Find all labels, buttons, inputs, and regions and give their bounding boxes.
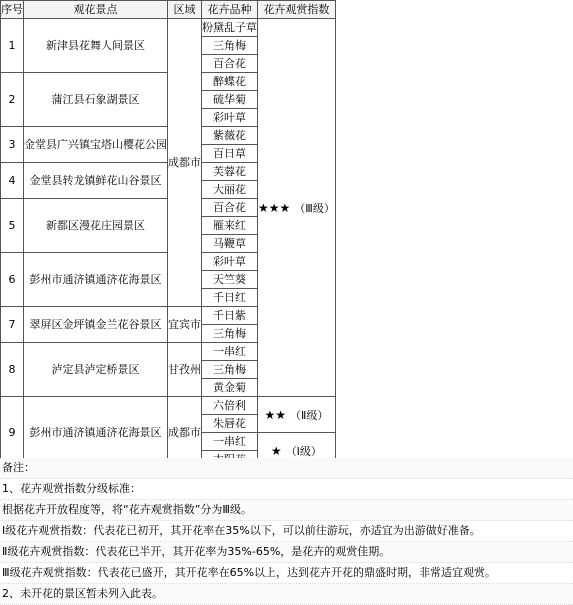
note-line: Ⅱ级花卉观赏指数：代表花已半开，其开花率为35%-65%，是花卉的观赏佳期。 [0,542,573,563]
variety-cell: 千日红 [202,289,258,307]
variety-cell: 一串红 [202,433,258,451]
note-title: 备注： [0,458,573,479]
rating-label: （Ⅰ级） [285,444,322,458]
area-cell: 成都市 [168,397,202,469]
rating-stars: ★ [270,443,282,458]
variety-cell: 朱唇花 [202,415,258,433]
rating-stars: ★★★ [258,200,291,215]
row-no: 7 [1,307,24,343]
variety-cell: 粉黛乱子草 [202,19,258,37]
note-line: 根据花卉开放程度等，将“花卉观赏指数”分为Ⅲ级。 [0,500,573,521]
row-no: 5 [1,199,24,253]
header-area: 区域 [168,1,202,19]
variety-cell: 醉蝶花 [202,73,258,91]
row-no: 4 [1,163,24,199]
header-spot: 观花景点 [24,1,168,19]
variety-cell: 一串红 [202,343,258,361]
header-no: 序号 [1,1,24,19]
variety-cell: 芙蓉花 [202,163,258,181]
variety-cell: 天竺葵 [202,271,258,289]
row-spot: 新都区漫花庄园景区 [24,199,168,253]
note-line: Ⅲ级花卉观赏指数：代表花已盛开，其开花率在65%以上，达到花卉开花的鼎盛时期，非常适宜观赏。 [0,563,573,584]
row-no: 1 [1,19,24,73]
area-cell: 成都市 [168,19,202,307]
variety-cell: 大丽花 [202,181,258,199]
row-spot: 泸定县泸定桥景区 [24,343,168,397]
note-line: 1、花卉观赏指数分级标准： [0,479,573,500]
note-line: Ⅰ级花卉观赏指数：代表花已初开，其开花率在35%以下，可以前往游玩，亦适宜为出游做好准备。 [0,521,573,542]
flower-viewing-table [0,0,336,469]
rating-label: （Ⅱ级） [289,408,329,422]
variety-cell: 紫薇花 [202,127,258,145]
row-no: 6 [1,253,24,307]
variety-cell: 黄金菊 [202,379,258,397]
row-spot: 彭州市通济镇通济花海景区 [24,253,168,307]
header-row [1,1,336,19]
variety-cell: 马鞭草 [202,235,258,253]
table-row [1,397,336,415]
variety-cell: 三角梅 [202,37,258,55]
variety-cell: 三角梅 [202,325,258,343]
row-spot: 金堂县转龙镇鲜花山谷景区 [24,163,168,199]
rating-level3-cell [258,19,336,397]
area-cell: 甘孜州 [168,343,202,397]
row-spot: 蒲江县石象湖景区 [24,73,168,127]
variety-cell: 彩叶草 [202,109,258,127]
variety-cell: 百合花 [202,199,258,217]
rating-level2-cell [258,397,336,433]
rating-stars: ★★ [264,407,286,422]
variety-cell: 三角梅 [202,361,258,379]
row-spot: 新津县花舞人间景区 [24,19,168,73]
notes-section [0,458,573,605]
note-line: 2、未开花的景区暂未列入此表。 [0,584,573,605]
variety-cell: 硫华菊 [202,91,258,109]
variety-cell: 百合花 [202,55,258,73]
row-no: 8 [1,343,24,397]
header-index: 花卉观赏指数 [258,1,336,19]
table-row [1,19,336,37]
row-spot: 金堂县广兴镇宝塔山樱花公园 [24,127,168,163]
row-spot: 翠屏区金坪镇金兰花谷景区 [24,307,168,343]
variety-cell: 百日草 [202,145,258,163]
row-no: 3 [1,127,24,163]
variety-cell: 六倍利 [202,397,258,415]
variety-cell: 雁来红 [202,217,258,235]
variety-cell: 千日紫 [202,307,258,325]
variety-cell: 彩叶草 [202,253,258,271]
rating-label: （Ⅲ级） [294,201,335,215]
row-no: 2 [1,73,24,127]
area-cell: 宜宾市 [168,307,202,343]
header-variety: 花卉品种 [202,1,258,19]
row-spot: 彭州市通济镇通济花海景区 [24,397,168,469]
row-no: 9 [1,397,24,469]
